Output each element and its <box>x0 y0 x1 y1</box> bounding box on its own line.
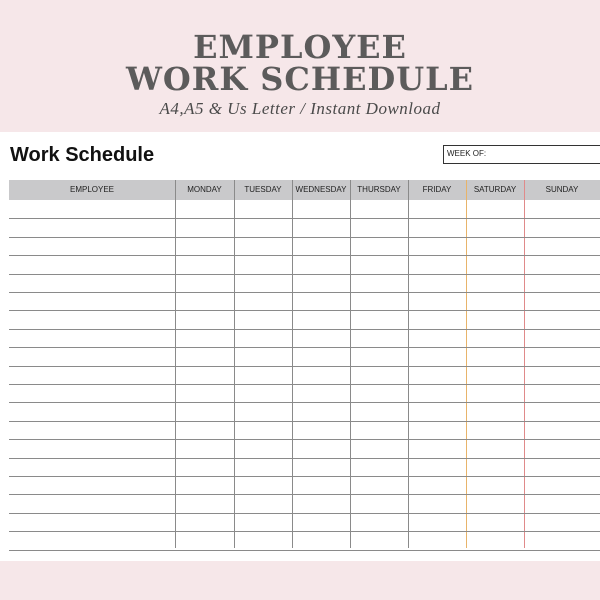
banner-title-line1: EMPLOYEE <box>193 28 407 66</box>
column-header-saturday: SATURDAY <box>473 185 517 194</box>
table-row-line <box>9 531 600 532</box>
table-row-line <box>9 366 600 367</box>
column-divider <box>408 180 409 548</box>
table-row-line <box>9 402 600 403</box>
table-row-line <box>9 550 600 551</box>
table-row-line <box>9 476 600 477</box>
column-header-thursday: THURSDAY <box>357 185 401 194</box>
column-divider <box>234 180 235 548</box>
table-row-line <box>9 329 600 330</box>
bottom-strip <box>0 561 600 600</box>
column-header-employee: EMPLOYEE <box>69 185 114 194</box>
header-row <box>9 180 600 200</box>
column-header-wednesday: WEDNESDAY <box>295 185 347 194</box>
table-row-line <box>9 421 600 422</box>
table-row-line <box>9 237 600 238</box>
table-row-line <box>9 439 600 440</box>
column-header-monday: MONDAY <box>187 185 222 194</box>
table-row-line <box>9 218 600 219</box>
table-row-line <box>9 513 600 514</box>
column-divider <box>466 180 467 548</box>
sheet-title: Work Schedule <box>10 144 155 166</box>
column-header-friday: FRIDAY <box>422 185 452 194</box>
table-row-line <box>9 274 600 275</box>
table-row-line <box>9 458 600 459</box>
column-divider <box>292 180 293 548</box>
column-header-sunday: SUNDAY <box>545 185 579 194</box>
table-row-line <box>9 384 600 385</box>
table-row-line <box>9 255 600 256</box>
column-header-tuesday: TUESDAY <box>244 185 282 194</box>
column-divider <box>350 180 351 548</box>
banner-title-line2: WORK SCHEDULE <box>125 60 475 98</box>
table-row-line <box>9 310 600 311</box>
schedule-sheet <box>0 132 600 561</box>
banner-subtitle: A4,A5 & Us Letter / Instant Download <box>159 99 441 118</box>
column-divider <box>175 180 176 548</box>
week-of-label: WEEK OF: <box>447 149 487 158</box>
banner <box>0 0 600 132</box>
table-row-line <box>9 292 600 293</box>
table-row-line <box>9 347 600 348</box>
week-of-field[interactable] <box>443 145 600 164</box>
table-row-line <box>9 494 600 495</box>
column-divider <box>524 180 525 548</box>
